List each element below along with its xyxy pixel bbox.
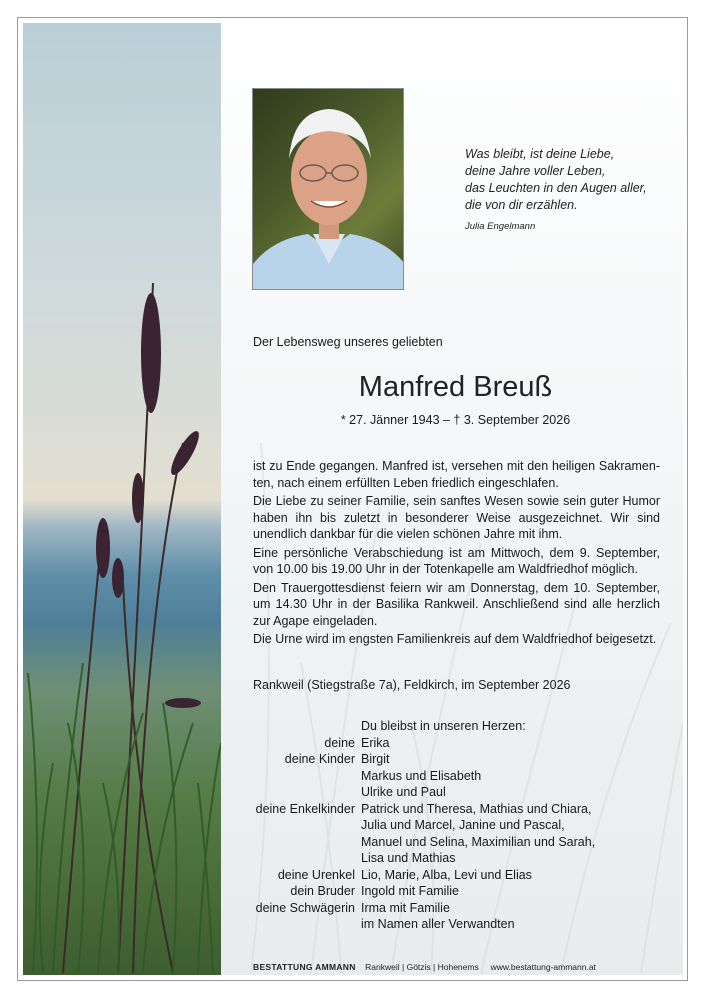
- relation: deine Enkelkinder: [255, 801, 355, 816]
- mourner-name: Ingold mit Familie: [361, 884, 459, 898]
- mourner-name: im Namen aller Verwandten: [361, 917, 515, 931]
- relation: [253, 850, 361, 867]
- mourner-name: Irma mit Familie: [361, 900, 450, 915]
- quote-line: die von dir erzählen.: [465, 198, 578, 212]
- mourner-row: [253, 718, 621, 735]
- mourners-list: [253, 718, 621, 933]
- mourner-name: Markus und Elisabeth: [361, 768, 482, 783]
- footer: [253, 962, 596, 972]
- mourner-name: Du bleibst in unseren Herzen:: [361, 719, 526, 733]
- paragraph: ist zu Ende gegangen. Manfred ist, versehen mit den heiligen Sakramen-ten, nach einem erfüllten Leben friedlich eingeschlafen.: [253, 459, 660, 490]
- relation: [253, 784, 361, 801]
- paragraph: Den Trauergottesdienst feiern wir am Donnerstag, dem 10. September, um 14.30 Uhr in der Basilika Rankweil. Anschließend sind alle herzlich zur Agape eingeladen.: [253, 580, 660, 628]
- relation: deine Urenkel: [277, 867, 355, 882]
- announcement-text: [253, 458, 660, 650]
- mourner-name: Lisa und Mathias: [361, 851, 456, 865]
- place-and-date: Rankweil (Stiegstraße 7a), Feldkirch, im September 2026: [253, 678, 571, 692]
- mourner-row: [253, 867, 621, 884]
- mourner-name: Manuel und Selina, Maximilian und Sarah,: [361, 834, 596, 849]
- relation: deine Kinder: [284, 752, 355, 766]
- relation: [253, 768, 361, 785]
- mourner-name: Patrick und Theresa, Mathias und Chiara,: [361, 801, 592, 816]
- relation: [253, 916, 361, 933]
- mourner-name: Julia und Marcel, Janine und Pascal,: [361, 818, 565, 832]
- quote-author: Julia Engelmann: [465, 221, 536, 232]
- intro-text: Der Lebensweg unseres geliebten: [253, 335, 443, 349]
- mourner-row: [253, 834, 621, 851]
- mourner-row: [253, 751, 621, 768]
- mourner-row: [253, 916, 621, 933]
- mourner-name: Erika: [361, 735, 390, 750]
- life-dates: * 27. Jänner 1943 – † 3. September 2026: [340, 413, 571, 427]
- quote-line: Was bleibt, ist deine Liebe,: [465, 147, 615, 161]
- paragraph: Eine persönliche Verabschiedung ist am Mittwoch, dem 9. September, von 10.00 bis 19.00 Uhr in der Totenkapelle am Waldfriedhof möglich.: [253, 545, 660, 576]
- paragraph: Die Urne wird im engsten Familienkreis auf dem Waldfriedhof beigesetzt.: [253, 632, 657, 646]
- portrait-photo: [252, 88, 404, 290]
- funeral-home-locations: Rankweil | Götzis | Hohenems: [365, 962, 479, 972]
- paragraph: Die Liebe zu seiner Familie, sein sanftes Wesen sowie sein guter Humor haben ihn bis zuletzt in besonderer Weise ausgezeichnet. Wir sind unendlich dankbar für die vielen schönen Jahre mit ihm.: [253, 494, 660, 541]
- mourner-name: Birgit: [361, 752, 390, 766]
- deceased-name: Manfred Breuß: [358, 371, 553, 403]
- mourner-row: [253, 768, 621, 785]
- mourner-row: [253, 784, 621, 801]
- quote: [465, 146, 675, 235]
- mourner-row: [253, 817, 621, 834]
- relation: deine Schwägerin: [255, 900, 355, 915]
- relation: dein Bruder: [290, 884, 355, 898]
- grass-photo: [23, 23, 221, 975]
- quote-line: das Leuchten in den Augen aller,: [465, 181, 647, 195]
- mourner-row: [253, 850, 621, 867]
- mourner-row: [253, 883, 621, 900]
- mourner-row: [253, 735, 621, 752]
- mourner-name: Ulrike und Paul: [361, 785, 446, 799]
- mourner-name: Lio, Marie, Alba, Levi und Elias: [361, 867, 532, 882]
- relation: deine: [324, 735, 355, 750]
- quote-line: deine Jahre voller Leben,: [465, 164, 606, 178]
- relation: [253, 718, 361, 735]
- funeral-home-website[interactable]: www.bestattung-ammann.at: [490, 962, 596, 972]
- relation: [253, 817, 361, 834]
- relation: [253, 834, 361, 851]
- mourner-row: [253, 801, 621, 818]
- mourner-row: [253, 900, 621, 917]
- funeral-home-brand: BESTATTUNG AMMANN: [253, 962, 356, 972]
